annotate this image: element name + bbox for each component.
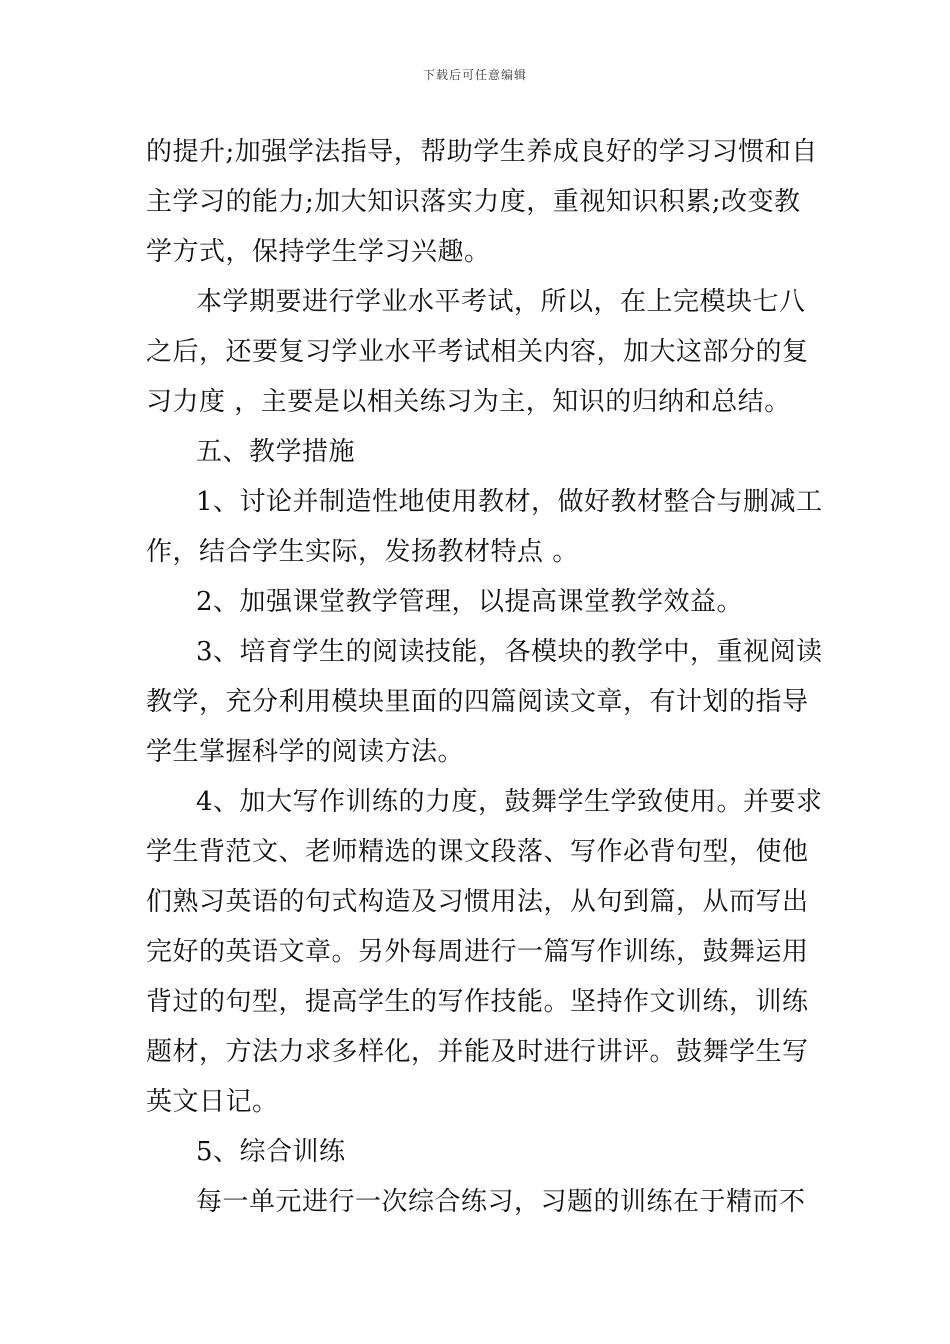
text-line: 4、加大写作训练的力度，鼓舞学生学致使用。并要求 [196,787,823,817]
text-line: 们熟习英语的句式构造及习惯用法，从句到篇，从而写出 [146,887,809,917]
text-line: 每一单元进行一次综合练习，习题的训练在于精而不 [196,1187,806,1217]
text-line: 作，结合学生实际，发扬教材特点 。 [146,537,579,567]
text-line: 的提升;加强学法指导，帮助学生养成良好的学习习惯和自 [146,137,818,167]
text-line: 本学期要进行学业水平考试，所以，在上完模块七八 [196,287,806,317]
text-line: 主学习的能力;加大知识落实力度，重视知识积累;改变教 [146,187,801,217]
text-line: 5、综合训练 [196,1137,346,1167]
page-header-note: 下载后可任意编辑 [422,68,527,82]
text-line: 习力度 ，主要是以相关练习为主，知识的归纳和总结。 [146,387,791,417]
text-line: 完好的英语文章。另外每周进行一篇写作训练，鼓舞运用 [146,937,809,967]
text-line: 背过的句型，提高学生的写作技能。坚持作文训练，训练 [146,987,809,1017]
text-line: 2、加强课堂教学管理，以提高课堂教学效益。 [196,587,744,617]
document-body [146,127,823,1227]
text-line: 1、讨论并制造性地使用教材，做好教材整合与删减工 [196,487,823,517]
text-line: 英文日记。 [146,1087,279,1117]
text-line: 学方式，保持学生学习兴趣。 [146,237,491,267]
text-line: 题材，方法力求多样化，并能及时进行讲评。鼓舞学生写 [146,1037,809,1067]
text-line: 教学，充分利用模块里面的四篇阅读文章，有计划的指导 [146,687,809,717]
text-line: 3、培育学生的阅读技能，各模块的教学中，重视阅读 [196,637,823,667]
text-line: 五、教学措施 [196,437,356,467]
text-line: 学生背范文、老师精选的课文段落、写作必背句型，使他 [146,837,809,867]
text-line: 之后，还要复习学业水平考试相关内容，加大这部分的复 [146,337,809,367]
text-line: 学生掌握科学的阅读方法。 [146,737,465,767]
